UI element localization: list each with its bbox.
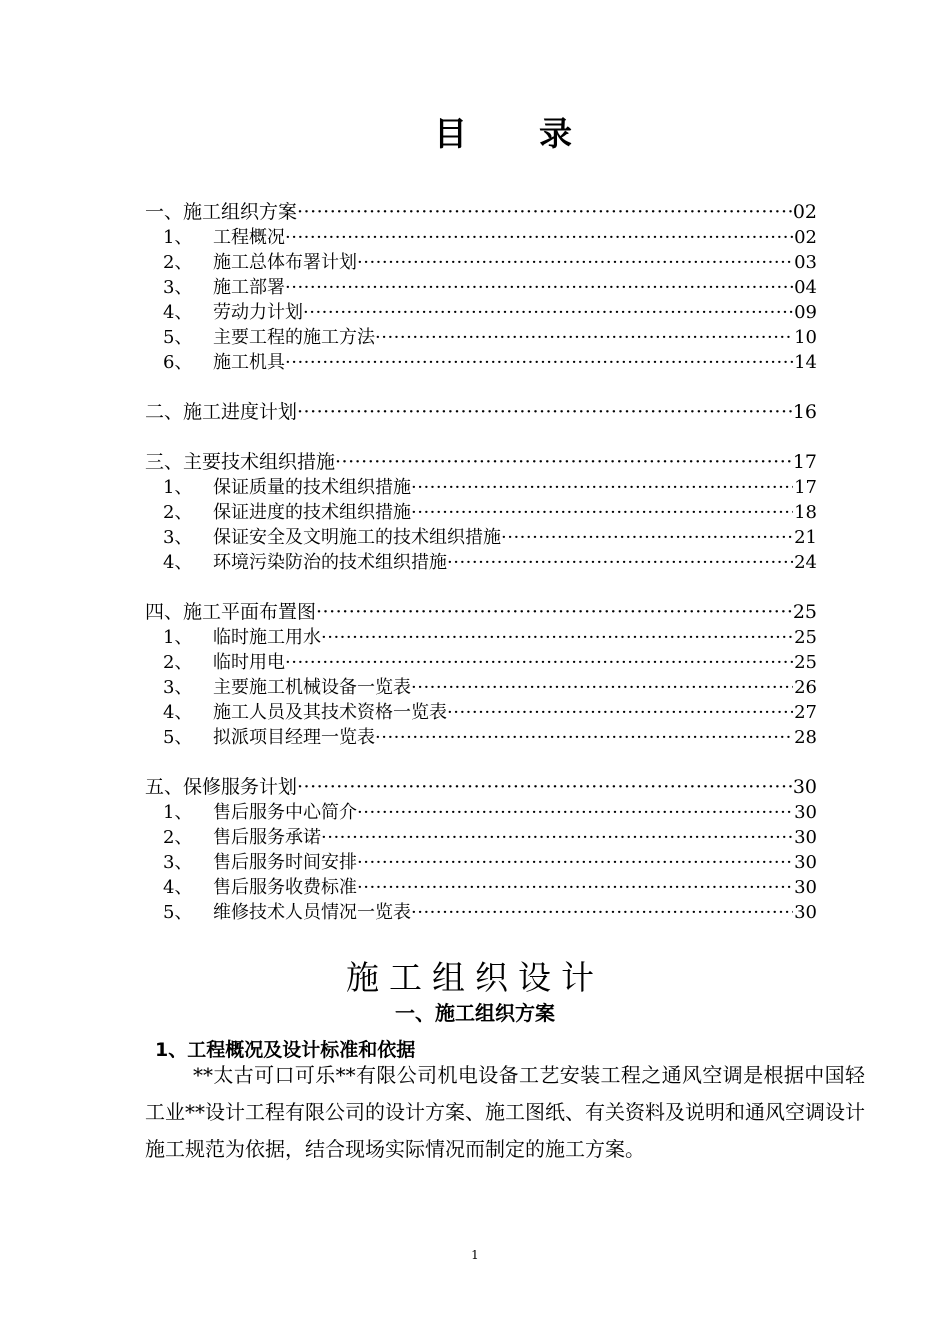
toc-item-entry[interactable] bbox=[145, 550, 817, 575]
toc-page-number: 09 bbox=[794, 302, 817, 323]
toc-leader-dots bbox=[303, 300, 793, 325]
toc-page-number: 18 bbox=[794, 502, 817, 523]
toc-section-entry[interactable] bbox=[145, 200, 817, 225]
toc-leader-dots bbox=[297, 775, 792, 800]
toc-leader-dots bbox=[321, 625, 793, 650]
toc-leader-dots bbox=[375, 725, 793, 750]
toc-leader-dots bbox=[285, 225, 793, 250]
toc-gap bbox=[145, 375, 817, 400]
toc-item-label: 环境污染防治的技术组织措施 bbox=[213, 552, 447, 573]
toc-item-number: 2、 bbox=[163, 252, 193, 273]
toc-leader-dots bbox=[375, 325, 793, 350]
toc-item-number: 5、 bbox=[163, 327, 193, 348]
toc-item-number: 6、 bbox=[163, 352, 193, 373]
toc-leader-dots bbox=[357, 850, 793, 875]
toc-page-number: 28 bbox=[794, 727, 817, 748]
toc-item-label: 售后服务时间安排 bbox=[213, 852, 357, 873]
toc-section-label: 五、保修服务计划 bbox=[145, 776, 298, 798]
toc-item-entry[interactable] bbox=[145, 350, 817, 375]
toc-item-entry[interactable] bbox=[145, 275, 817, 300]
toc-page-number: 10 bbox=[794, 327, 817, 348]
toc-item-number: 3、 bbox=[163, 677, 193, 698]
toc-page-number: 25 bbox=[794, 627, 817, 648]
toc-page-number: 27 bbox=[794, 702, 817, 723]
toc-item-label: 保证质量的技术组织措施 bbox=[213, 477, 411, 498]
toc-item-number: 4、 bbox=[163, 877, 193, 898]
toc-item-label: 施工部署 bbox=[213, 277, 285, 298]
toc-item-entry[interactable] bbox=[145, 300, 817, 325]
toc-leader-dots bbox=[316, 600, 792, 625]
toc-page-number: 25 bbox=[792, 601, 817, 623]
toc-section-entry[interactable] bbox=[145, 775, 817, 800]
toc-leader-dots bbox=[411, 500, 793, 525]
toc-leader-dots bbox=[321, 825, 793, 850]
toc-section-label: 三、主要技术组织措施 bbox=[145, 451, 336, 473]
toc-page-number: 26 bbox=[794, 677, 817, 698]
section-title: 一、施工组织方案 bbox=[395, 1001, 555, 1025]
toc-item-label: 售后服务中心简介 bbox=[213, 802, 357, 823]
toc-item-number: 3、 bbox=[163, 852, 193, 873]
toc-item-label: 售后服务收费标准 bbox=[213, 877, 357, 898]
toc-item-label: 劳动力计划 bbox=[213, 302, 303, 323]
toc-item-entry[interactable] bbox=[145, 475, 817, 500]
toc-item-label: 临时用电 bbox=[213, 652, 285, 673]
toc-item-entry[interactable] bbox=[145, 225, 817, 250]
table-of-contents bbox=[145, 200, 817, 925]
toc-item-entry[interactable] bbox=[145, 500, 817, 525]
toc-item-label: 主要施工机械设备一览表 bbox=[213, 677, 411, 698]
toc-item-number: 3、 bbox=[163, 527, 193, 548]
toc-gap bbox=[145, 575, 817, 600]
toc-page-number: 30 bbox=[792, 776, 817, 798]
toc-leader-dots bbox=[297, 200, 792, 225]
toc-leader-dots bbox=[285, 275, 793, 300]
toc-item-number: 4、 bbox=[163, 302, 193, 323]
toc-item-label: 施工人员及其技术资格一览表 bbox=[213, 702, 447, 723]
toc-page-number: 30 bbox=[794, 902, 817, 923]
toc-section-label: 二、施工进度计划 bbox=[145, 401, 298, 423]
toc-item-label: 维修技术人员情况一览表 bbox=[213, 902, 411, 923]
design-title: 施工组织设计 bbox=[346, 958, 604, 997]
toc-leader-dots bbox=[447, 700, 793, 725]
toc-item-label: 工程概况 bbox=[213, 227, 285, 248]
toc-page-number: 16 bbox=[792, 401, 817, 423]
toc-item-entry[interactable] bbox=[145, 800, 817, 825]
toc-section-label: 一、施工组织方案 bbox=[145, 201, 298, 223]
toc-item-entry[interactable] bbox=[145, 700, 817, 725]
toc-item-label: 主要工程的施工方法 bbox=[213, 327, 375, 348]
toc-leader-dots bbox=[411, 675, 793, 700]
page-number: 1 bbox=[471, 1248, 479, 1262]
toc-section-label: 四、施工平面布置图 bbox=[145, 601, 317, 623]
toc-page-number: 02 bbox=[794, 227, 817, 248]
toc-item-number: 5、 bbox=[163, 902, 193, 923]
toc-title-char-2: 录 bbox=[539, 114, 572, 153]
toc-page-number: 17 bbox=[792, 451, 817, 473]
toc-leader-dots bbox=[447, 550, 793, 575]
toc-page-number: 25 bbox=[794, 652, 817, 673]
toc-item-entry[interactable] bbox=[145, 875, 817, 900]
toc-leader-dots bbox=[297, 400, 792, 425]
toc-item-label: 售后服务承诺 bbox=[213, 827, 321, 848]
toc-page-number: 30 bbox=[794, 877, 817, 898]
toc-item-number: 2、 bbox=[163, 827, 193, 848]
toc-leader-dots bbox=[411, 900, 793, 925]
toc-item-number: 1、 bbox=[163, 627, 193, 648]
toc-item-number: 4、 bbox=[163, 702, 193, 723]
toc-item-entry[interactable] bbox=[145, 650, 817, 675]
toc-item-entry[interactable] bbox=[145, 825, 817, 850]
toc-leader-dots bbox=[357, 800, 793, 825]
toc-page-number: 21 bbox=[794, 527, 817, 548]
toc-leader-dots bbox=[357, 250, 793, 275]
toc-leader-dots bbox=[335, 450, 792, 475]
toc-item-number: 4、 bbox=[163, 552, 193, 573]
toc-page-number: 17 bbox=[794, 477, 817, 498]
toc-item-entry[interactable] bbox=[145, 525, 817, 550]
toc-leader-dots bbox=[285, 650, 793, 675]
sub-heading: 1、工程概况及设计标准和依据 bbox=[155, 1039, 416, 1061]
toc-page-number: 03 bbox=[794, 252, 817, 273]
toc-item-entry[interactable] bbox=[145, 625, 817, 650]
toc-item-entry[interactable] bbox=[145, 725, 817, 750]
toc-item-entry[interactable] bbox=[145, 325, 817, 350]
toc-title-char-1: 目 bbox=[434, 114, 467, 153]
toc-page-number: 14 bbox=[794, 352, 817, 373]
toc-item-number: 1、 bbox=[163, 227, 193, 248]
toc-item-entry[interactable] bbox=[145, 250, 817, 275]
toc-item-label: 保证进度的技术组织措施 bbox=[213, 502, 411, 523]
toc-item-entry[interactable] bbox=[145, 900, 817, 925]
toc-page-number: 30 bbox=[794, 827, 817, 848]
toc-leader-dots bbox=[357, 875, 793, 900]
toc-item-number: 2、 bbox=[163, 652, 193, 673]
toc-leader-dots bbox=[285, 350, 793, 375]
toc-item-number: 3、 bbox=[163, 277, 193, 298]
toc-page-number: 04 bbox=[794, 277, 817, 298]
toc-item-number: 5、 bbox=[163, 727, 193, 748]
toc-item-number: 1、 bbox=[163, 802, 193, 823]
toc-page-number: 24 bbox=[794, 552, 817, 573]
toc-item-number: 2、 bbox=[163, 502, 193, 523]
toc-item-entry[interactable] bbox=[145, 850, 817, 875]
toc-leader-dots bbox=[501, 525, 793, 550]
toc-item-label: 临时施工用水 bbox=[213, 627, 321, 648]
toc-section-entry[interactable] bbox=[145, 600, 817, 625]
toc-page-number: 30 bbox=[794, 802, 817, 823]
body-paragraph: **太古可口可乐**有限公司机电设备工艺安装工程之通风空调是根据中国轻工业**设计工程有限公司的设计方案、施工图纸、有关资料及说明和通风空调设计施工规范为依据，结合现场实际情况而制定的施工方案。 bbox=[145, 1063, 865, 1161]
toc-item-label: 拟派项目经理一览表 bbox=[213, 727, 375, 748]
toc-item-number: 1、 bbox=[163, 477, 193, 498]
toc-item-label: 保证安全及文明施工的技术组织措施 bbox=[213, 527, 501, 548]
toc-page-number: 30 bbox=[794, 852, 817, 873]
toc-page-number: 02 bbox=[792, 201, 817, 223]
toc-item-entry[interactable] bbox=[145, 675, 817, 700]
toc-gap bbox=[145, 750, 817, 775]
toc-section-entry[interactable] bbox=[145, 400, 817, 425]
toc-section-entry[interactable] bbox=[145, 450, 817, 475]
toc-leader-dots bbox=[411, 475, 793, 500]
toc-gap bbox=[145, 425, 817, 450]
toc-item-label: 施工总体布署计划 bbox=[213, 252, 357, 273]
toc-item-label: 施工机具 bbox=[213, 352, 285, 373]
